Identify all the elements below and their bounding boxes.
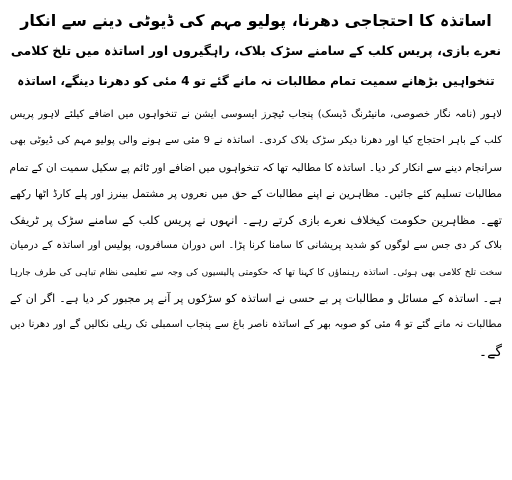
body-line: مطالبات تسلیم کئے جائیں۔ مظاہرین نے اپنے مطالبات کے حق میں نعروں پر مشتمل بینرز اور پلے کارڈ اٹھا رکھے — [10, 187, 502, 200]
body-line: لاہور (نامہ نگار خصوصی، مانیٹرنگ ڈیسک) پنجاب ٹیچرز ایسوسی ایشن نے تنخواہوں میں اضافے کیلئے لاہور پریس — [10, 109, 502, 120]
body-line: بلاک کر دی جس سے لوگوں کو شدید پریشانی کا سامنا کرنا پڑا۔ اس دوران مسافروں، پولیس اور اساتذہ کے درمیان — [10, 240, 502, 252]
body-line: گے۔ — [478, 343, 502, 360]
body-line: تھے۔ مظاہرین حکومت کیخلاف نعرے بازی کرتے رہے۔ انہوں نے پریس کلب کے سامنے سڑک پر ٹریفک — [10, 213, 502, 228]
article-body — [10, 102, 502, 365]
headline-1: اساتذہ کا احتجاجی دھرنا، پولیو مہم کی ڈیوٹی دینے سے انکار — [20, 11, 492, 30]
body-line: مطالبات نہ مانے گئے تو 4 مئی کو صوبہ بھر کے اساتذہ ناصر باغ سے پنجاب اسمبلی تک ریلی نکالیں گے اور دھرنا دیں — [10, 319, 502, 331]
body-line: سرانجام دینے سے انکار کر دیا۔ اساتذہ کا مطالبہ تھا کہ تنخواہوں میں اضافے اور ٹائم پے سکیل سمیت ان کے تمام — [10, 161, 502, 174]
headline-3: تنخواہیں بڑھانے سمیت تمام مطالبات نہ مانے گئے تو 4 مئی کو دھرنا دینگے، اساتذہ — [17, 74, 495, 88]
body-line: کلب کے باہر احتجاج کیا اور دھرنا دیکر سڑک بلاک کردی۔ اساتذہ نے 9 مئی سے ہونے والی پولیو مہم کی ڈیوٹی بھی — [10, 135, 502, 147]
body-line: سخت تلخ کلامی بھی ہوئی۔ اساتذہ رہنماؤں کا کہنا تھا کہ حکومتی پالیسیوں کی وجہ سے تعلیمی نظام تباہی کی طرف جارہا — [10, 267, 502, 278]
body-line: ہے۔ اساتذہ کے مسائل و مطالبات پر بے حسی نے اساتذہ کو سڑکوں پر آنے پر مجبور کر دیا ہے۔ اگر ان کے — [10, 292, 502, 306]
headline-2: نعرے بازی، پریس کلب کے سامنے سڑک بلاک، راہگیروں اور اساتذہ میں تلخ کلامی — [10, 43, 502, 58]
